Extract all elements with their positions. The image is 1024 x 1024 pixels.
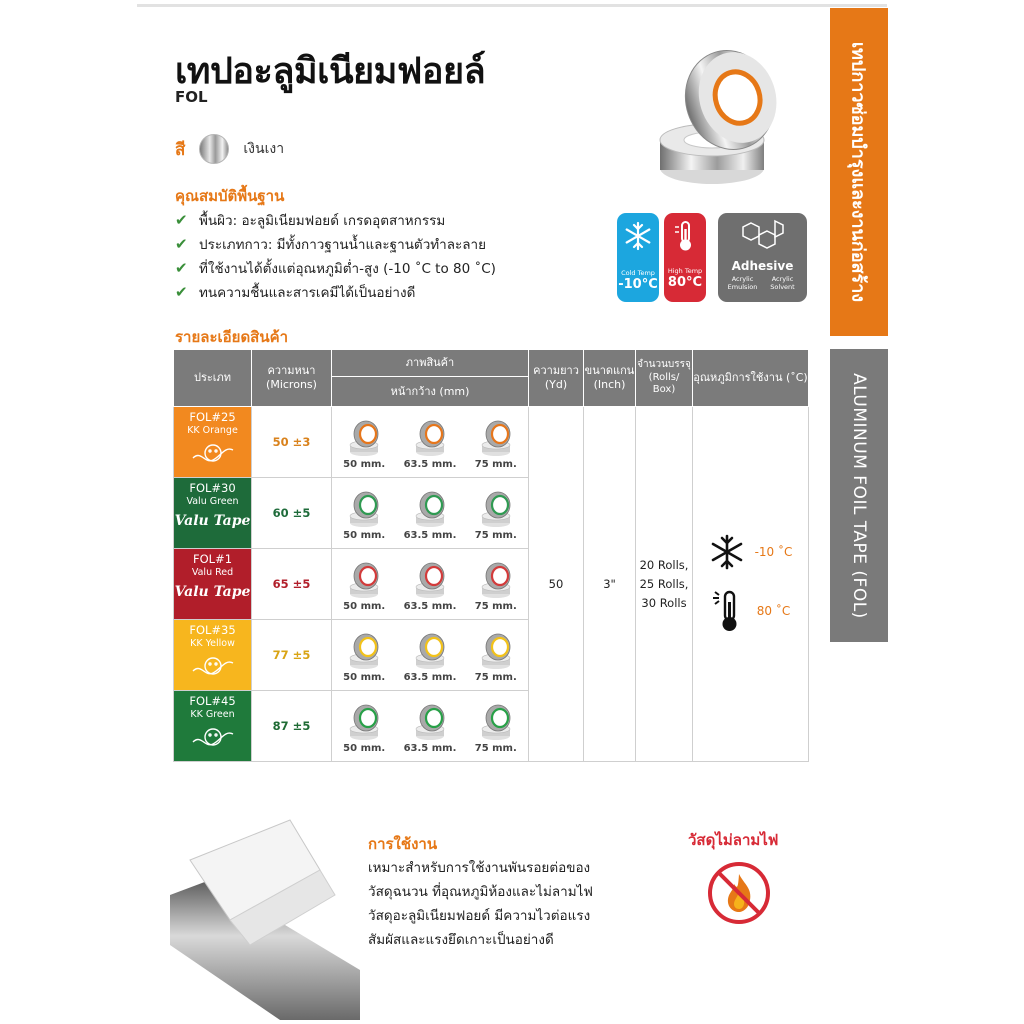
feature-item	[175, 280, 496, 304]
molecule-icon	[739, 219, 787, 255]
type-brand: KK Yellow	[190, 637, 235, 649]
cold-temp-badge	[617, 213, 659, 302]
hot-temp-label: High Temp	[667, 267, 703, 275]
product-code: FOL	[175, 88, 208, 106]
product-sidebar-text: ALUMINUM FOIL TAPE (FOL)	[849, 372, 869, 619]
width-label: 63.5 mm.	[403, 458, 457, 470]
category-sidebar	[830, 8, 888, 336]
type-brand: Valu Green	[186, 495, 239, 507]
feature-text: ประเภทกาว: มีทั้งกาวฐานน้ำและฐานตัวทำละลาย	[199, 237, 487, 253]
category-sidebar-text: เทปกาวซ่อมบำรุงและงานก่อสร้าง	[847, 41, 869, 303]
tape-roll-icon	[413, 490, 447, 528]
brand-logo-icon	[189, 653, 237, 679]
tape-roll-icon	[413, 632, 447, 670]
type-cell	[174, 620, 252, 691]
packing-line: 30 Rolls	[641, 595, 687, 610]
type-code: FOL#30	[189, 481, 236, 495]
header-core: ขนาดแกน (Inch)	[584, 350, 636, 407]
tape-roll-hero-image	[650, 40, 790, 190]
thermometer-icon	[711, 588, 747, 634]
width-label: 50 mm.	[343, 600, 386, 612]
thickness-cell: 65 ±5	[252, 549, 332, 620]
snowflake-icon	[623, 221, 653, 251]
usage-line: เหมาะสำหรับการใช้งานพันรอยต่อของ	[368, 860, 591, 876]
packing-cell	[636, 407, 693, 762]
width-label: 50 mm.	[343, 529, 386, 541]
tape-roll-icon	[347, 561, 381, 599]
type-brand: Valu Red	[191, 566, 234, 578]
thickness-cell: 60 ±5	[252, 478, 332, 549]
image-cell	[332, 478, 529, 549]
tape-roll-icon	[413, 703, 447, 741]
feature-text: ที่ใช้งานได้ตั้งแต่อุณหภูมิต่ำ-สูง (-10 ˚C to 80 ˚C)	[199, 261, 496, 277]
type-cell	[174, 549, 252, 620]
type-code: FOL#45	[189, 694, 236, 708]
header-type: ประเภท	[174, 350, 252, 407]
product-thumbnail	[404, 490, 457, 541]
cold-temp-value: -10°C	[618, 277, 658, 292]
type-brand: KK Orange	[187, 424, 238, 436]
product-thumbnail	[475, 419, 517, 470]
width-label: 63.5 mm.	[403, 742, 457, 754]
type-code: FOL#1	[192, 552, 233, 566]
product-thumbnail	[343, 703, 385, 754]
width-label: 50 mm.	[343, 742, 386, 754]
adhesive-solvent: Acrylic Solvent	[770, 275, 795, 291]
tape-roll-icon	[347, 419, 381, 457]
type-code: FOL#35	[189, 623, 236, 637]
feature-text: ทนความชื้นและสารเคมีได้เป็นอย่างดี	[199, 285, 416, 301]
product-sidebar	[830, 349, 888, 642]
width-label: 75 mm.	[474, 458, 517, 470]
feature-item	[175, 208, 496, 232]
fire-resistant-heading: วัสดุไม่ลามไฟ	[688, 831, 779, 849]
brand-script: Valu Tape	[174, 513, 251, 530]
color-row	[175, 134, 284, 164]
cold-temp-label: Cold Temp	[621, 269, 655, 277]
adhesive-badge	[718, 213, 807, 302]
tape-roll-icon	[479, 490, 513, 528]
product-thumbnail	[404, 419, 457, 470]
check-icon: ✔	[175, 235, 188, 253]
feature-item	[175, 232, 496, 256]
color-label: สี	[175, 139, 186, 160]
product-thumbnail	[404, 703, 457, 754]
width-label: 50 mm.	[343, 671, 386, 683]
feature-item	[175, 256, 496, 280]
top-divider	[137, 4, 887, 7]
tape-roll-icon	[413, 561, 447, 599]
tape-roll-icon	[479, 419, 513, 457]
features-heading: คุณสมบัติพื้นฐาน	[175, 187, 285, 205]
tape-roll-icon	[347, 632, 381, 670]
type-brand: KK Green	[190, 708, 235, 720]
header-length: ความยาว (Yd)	[529, 350, 584, 407]
product-thumbnail	[343, 490, 385, 541]
check-icon: ✔	[175, 259, 188, 277]
color-name: เงินเงา	[243, 141, 285, 157]
thickness-cell: 50 ±3	[252, 407, 332, 478]
brand-logo-icon	[189, 724, 237, 750]
header-thickness: ความหนา (Microns)	[252, 350, 332, 407]
product-thumbnail	[404, 632, 457, 683]
table-row	[174, 407, 809, 478]
product-thumbnail	[475, 561, 517, 612]
temp-cold-value: -10 ˚C	[754, 545, 793, 559]
tape-roll-icon	[479, 561, 513, 599]
tape-roll-icon	[479, 703, 513, 741]
adhesive-title: Adhesive	[731, 259, 794, 273]
width-label: 75 mm.	[474, 600, 517, 612]
hot-temp-badge	[664, 213, 706, 302]
tape-roll-icon	[479, 632, 513, 670]
image-cell	[332, 549, 529, 620]
hot-temp-value: 80°C	[667, 275, 703, 290]
temp-hot-row	[693, 588, 808, 634]
temp-hot-value: 80 ˚C	[756, 604, 791, 618]
tape-roll-icon	[413, 419, 447, 457]
product-thumbnail	[475, 632, 517, 683]
silver-swatch-icon	[199, 134, 229, 164]
product-thumbnail	[475, 703, 517, 754]
tape-roll-icon	[347, 490, 381, 528]
check-icon: ✔	[175, 211, 188, 229]
product-thumbnail	[343, 632, 385, 683]
core-cell: 3"	[584, 407, 636, 762]
width-label: 75 mm.	[474, 671, 517, 683]
type-cell	[174, 407, 252, 478]
image-cell	[332, 620, 529, 691]
width-label: 63.5 mm.	[403, 671, 457, 683]
temp-cold-row	[693, 534, 808, 570]
page-title: เทปอะลูมิเนียมฟอยล์	[175, 51, 486, 92]
image-cell	[332, 691, 529, 762]
product-thumbnail	[343, 561, 385, 612]
brand-logo-icon	[189, 440, 237, 466]
thickness-cell: 87 ±5	[252, 691, 332, 762]
temp-cell	[693, 407, 809, 762]
width-label: 75 mm.	[474, 742, 517, 754]
header-width: หน้ากว้าง (mm)	[332, 377, 529, 407]
brand-script: Valu Tape	[174, 584, 251, 601]
pipe-wrap-image	[170, 800, 360, 1020]
usage-line: วัสดุอะลูมิเนียมฟอยด์ มีความไวต่อแรง	[368, 908, 591, 924]
adhesive-emulsion: Acrylic Emulsion	[727, 275, 758, 291]
check-icon: ✔	[175, 283, 188, 301]
feature-text: พื้นผิว: อะลูมิเนียมฟอยด์ เกรดอุตสาหกรรม	[199, 213, 446, 229]
tape-roll-icon	[347, 703, 381, 741]
usage-line: สัมผัสและแรงยึดเกาะเป็นอย่างดี	[368, 932, 554, 948]
product-table	[173, 349, 809, 762]
packing-line: 20 Rolls,	[639, 557, 689, 572]
image-cell	[332, 407, 529, 478]
header-packing: จำนวนบรรจุ (Rolls/ Box)	[636, 350, 693, 407]
product-thumbnail	[475, 490, 517, 541]
width-label: 63.5 mm.	[403, 600, 457, 612]
usage-line: วัสดุฉนวน ที่อุณหภูมิห้องและไม่ลามไฟ	[368, 884, 593, 900]
thickness-cell: 77 ±5	[252, 620, 332, 691]
width-label: 75 mm.	[474, 529, 517, 541]
width-label: 63.5 mm.	[403, 529, 457, 541]
features-list	[175, 208, 496, 304]
usage-text	[368, 856, 593, 952]
width-label: 50 mm.	[343, 458, 386, 470]
type-cell	[174, 478, 252, 549]
type-cell	[174, 691, 252, 762]
length-cell: 50	[529, 407, 584, 762]
product-thumbnail	[343, 419, 385, 470]
header-image: ภาพสินค้า	[332, 350, 529, 377]
usage-heading: การใช้งาน	[368, 835, 438, 853]
packing-line: 25 Rolls,	[639, 576, 689, 591]
details-heading: รายละเอียดสินค้า	[175, 328, 289, 346]
header-temp: อุณหภูมิการใช้งาน (˚C)	[693, 350, 809, 407]
thermometer-icon	[672, 219, 698, 253]
snowflake-icon	[709, 534, 745, 570]
no-fire-icon	[706, 860, 772, 926]
product-thumbnail	[404, 561, 457, 612]
type-code: FOL#25	[189, 410, 236, 424]
